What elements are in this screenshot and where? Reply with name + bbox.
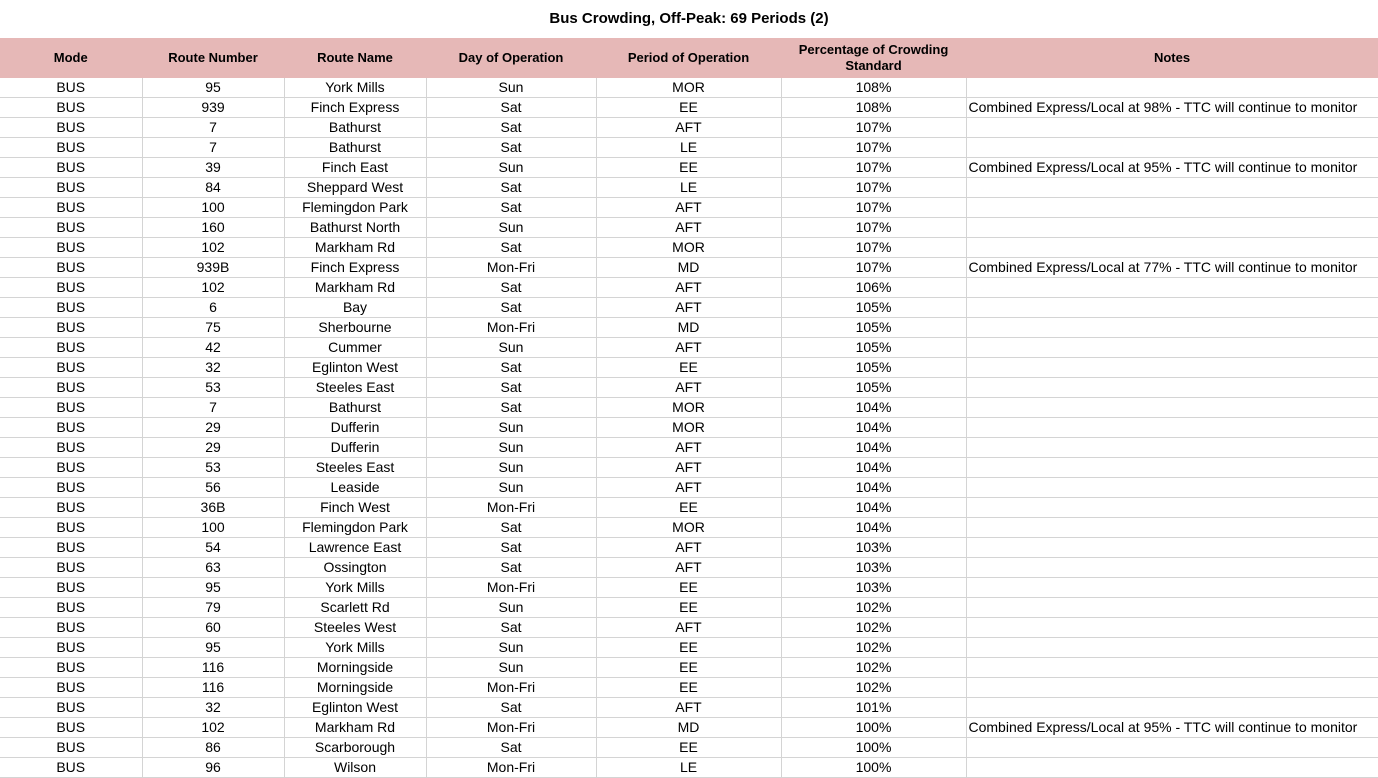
table-row [0, 658, 1378, 678]
column-header-mode[interactable]: Mode [0, 38, 142, 78]
route-name-cell[interactable]: Sherbourne [284, 318, 426, 338]
route-name-cell[interactable]: Morningside [284, 678, 426, 698]
percentage-cell[interactable]: 100% [781, 758, 966, 778]
mode-cell[interactable]: BUS [0, 238, 142, 258]
mode-cell[interactable]: BUS [0, 258, 142, 278]
mode-cell[interactable]: BUS [0, 738, 142, 758]
notes-cell[interactable] [966, 218, 1378, 238]
route-number-cell[interactable]: 56 [142, 478, 284, 498]
notes-cell[interactable] [966, 738, 1378, 758]
notes-cell[interactable] [966, 578, 1378, 598]
route-number-cell[interactable]: 42 [142, 338, 284, 358]
notes-cell[interactable] [966, 658, 1378, 678]
notes-cell[interactable] [966, 518, 1378, 538]
table-row [0, 78, 1378, 98]
route-number-cell[interactable]: 102 [142, 278, 284, 298]
percentage-cell[interactable]: 108% [781, 98, 966, 118]
table-row [0, 698, 1378, 718]
period-cell[interactable]: EE [596, 498, 781, 518]
notes-cell[interactable] [966, 198, 1378, 218]
route-number-cell[interactable]: 95 [142, 638, 284, 658]
mode-cell[interactable]: BUS [0, 478, 142, 498]
notes-cell[interactable] [966, 118, 1378, 138]
route-number-cell[interactable]: 39 [142, 158, 284, 178]
route-number-cell[interactable]: 29 [142, 438, 284, 458]
period-cell[interactable]: MOR [596, 518, 781, 538]
day-cell[interactable]: Sat [426, 278, 596, 298]
day-cell[interactable]: Sat [426, 398, 596, 418]
table-row [0, 358, 1378, 378]
table-row [0, 138, 1378, 158]
mode-cell[interactable]: BUS [0, 538, 142, 558]
route-name-cell[interactable]: Bathurst North [284, 218, 426, 238]
period-cell[interactable]: AFT [596, 338, 781, 358]
day-cell[interactable]: Sat [426, 118, 596, 138]
period-cell[interactable]: AFT [596, 558, 781, 578]
route-number-cell[interactable]: 86 [142, 738, 284, 758]
route-name-cell[interactable]: Finch East [284, 158, 426, 178]
route-number-cell[interactable]: 75 [142, 318, 284, 338]
notes-cell[interactable] [966, 598, 1378, 618]
percentage-cell[interactable]: 104% [781, 478, 966, 498]
table-row [0, 378, 1378, 398]
table-row [0, 498, 1378, 518]
period-cell[interactable]: MOR [596, 238, 781, 258]
column-header-notes[interactable]: Notes [966, 38, 1378, 78]
notes-cell[interactable] [966, 78, 1378, 98]
table-row [0, 278, 1378, 298]
route-name-cell[interactable]: Steeles East [284, 378, 426, 398]
route-number-cell[interactable]: 7 [142, 138, 284, 158]
period-cell[interactable]: LE [596, 138, 781, 158]
mode-cell[interactable]: BUS [0, 698, 142, 718]
notes-cell[interactable]: Combined Express/Local at 95% - TTC will continue to monitor [966, 158, 1378, 178]
route-name-cell[interactable]: York Mills [284, 578, 426, 598]
day-cell[interactable]: Sun [426, 78, 596, 98]
route-number-cell[interactable]: 63 [142, 558, 284, 578]
route-number-cell[interactable]: 6 [142, 298, 284, 318]
table-row [0, 478, 1378, 498]
period-cell[interactable]: MD [596, 258, 781, 278]
percentage-cell[interactable]: 100% [781, 738, 966, 758]
notes-cell[interactable] [966, 458, 1378, 478]
route-number-cell[interactable]: 939 [142, 98, 284, 118]
day-cell[interactable]: Mon-Fri [426, 718, 596, 738]
period-cell[interactable]: EE [596, 578, 781, 598]
percentage-cell[interactable]: 103% [781, 578, 966, 598]
period-cell[interactable]: MOR [596, 418, 781, 438]
table-row [0, 318, 1378, 338]
table-row [0, 558, 1378, 578]
route-number-cell[interactable]: 939B [142, 258, 284, 278]
percentage-cell[interactable]: 107% [781, 118, 966, 138]
day-cell[interactable]: Sat [426, 378, 596, 398]
period-cell[interactable]: MD [596, 318, 781, 338]
route-name-cell[interactable]: Flemingdon Park [284, 518, 426, 538]
mode-cell[interactable]: BUS [0, 138, 142, 158]
route-number-cell[interactable]: 36B [142, 498, 284, 518]
percentage-cell[interactable]: 102% [781, 658, 966, 678]
notes-cell[interactable] [966, 418, 1378, 438]
percentage-cell[interactable]: 102% [781, 598, 966, 618]
notes-cell[interactable] [966, 478, 1378, 498]
period-cell[interactable]: AFT [596, 298, 781, 318]
mode-cell[interactable]: BUS [0, 378, 142, 398]
route-name-cell[interactable]: Steeles East [284, 458, 426, 478]
header-row [0, 38, 1378, 78]
percentage-cell[interactable]: 107% [781, 258, 966, 278]
day-cell[interactable]: Sat [426, 698, 596, 718]
percentage-cell[interactable]: 107% [781, 218, 966, 238]
period-cell[interactable]: AFT [596, 478, 781, 498]
notes-cell[interactable] [966, 698, 1378, 718]
period-cell[interactable]: AFT [596, 618, 781, 638]
route-name-cell[interactable]: Dufferin [284, 418, 426, 438]
percentage-cell[interactable]: 107% [781, 198, 966, 218]
day-cell[interactable]: Sun [426, 418, 596, 438]
mode-cell[interactable]: BUS [0, 178, 142, 198]
day-cell[interactable]: Sat [426, 538, 596, 558]
percentage-cell[interactable]: 104% [781, 398, 966, 418]
percentage-cell[interactable]: 105% [781, 338, 966, 358]
route-number-cell[interactable]: 79 [142, 598, 284, 618]
day-cell[interactable]: Sun [426, 438, 596, 458]
table-row [0, 338, 1378, 358]
percentage-cell[interactable]: 104% [781, 518, 966, 538]
day-cell[interactable]: Sun [426, 158, 596, 178]
route-name-cell[interactable]: York Mills [284, 638, 426, 658]
notes-cell[interactable] [966, 358, 1378, 378]
table-row [0, 158, 1378, 178]
percentage-cell[interactable]: 104% [781, 418, 966, 438]
route-name-cell[interactable]: Dufferin [284, 438, 426, 458]
notes-cell[interactable] [966, 138, 1378, 158]
notes-cell[interactable] [966, 678, 1378, 698]
day-cell[interactable]: Sat [426, 98, 596, 118]
route-number-cell[interactable]: 60 [142, 618, 284, 638]
percentage-cell[interactable]: 105% [781, 378, 966, 398]
table-row [0, 458, 1378, 478]
period-cell[interactable]: EE [596, 598, 781, 618]
table-row [0, 758, 1378, 778]
route-number-cell[interactable]: 116 [142, 658, 284, 678]
mode-cell[interactable]: BUS [0, 158, 142, 178]
mode-cell[interactable]: BUS [0, 578, 142, 598]
day-cell[interactable]: Sat [426, 738, 596, 758]
day-cell[interactable]: Mon-Fri [426, 318, 596, 338]
route-name-cell[interactable]: Wilson [284, 758, 426, 778]
table-row [0, 118, 1378, 138]
period-cell[interactable]: MOR [596, 78, 781, 98]
route-name-cell[interactable]: Finch Express [284, 98, 426, 118]
route-number-cell[interactable]: 96 [142, 758, 284, 778]
column-header-percentage-of-crowding-standard[interactable]: Percentage of Crowding Standard [781, 38, 966, 78]
route-name-cell[interactable]: Steeles West [284, 618, 426, 638]
route-name-cell[interactable]: Cummer [284, 338, 426, 358]
period-cell[interactable]: AFT [596, 218, 781, 238]
day-cell[interactable]: Sun [426, 478, 596, 498]
day-cell[interactable]: Sat [426, 358, 596, 378]
mode-cell[interactable]: BUS [0, 118, 142, 138]
table-row [0, 218, 1378, 238]
period-cell[interactable]: AFT [596, 438, 781, 458]
table-row [0, 178, 1378, 198]
route-number-cell[interactable]: 100 [142, 518, 284, 538]
route-name-cell[interactable]: Markham Rd [284, 718, 426, 738]
day-cell[interactable]: Mon-Fri [426, 758, 596, 778]
notes-cell[interactable] [966, 618, 1378, 638]
route-name-cell[interactable]: Finch Express [284, 258, 426, 278]
mode-cell[interactable]: BUS [0, 358, 142, 378]
notes-cell[interactable]: Combined Express/Local at 98% - TTC will continue to monitor [966, 98, 1378, 118]
mode-cell[interactable]: BUS [0, 638, 142, 658]
notes-cell[interactable] [966, 558, 1378, 578]
route-number-cell[interactable]: 84 [142, 178, 284, 198]
table-row [0, 418, 1378, 438]
notes-cell[interactable] [966, 398, 1378, 418]
mode-cell[interactable]: BUS [0, 518, 142, 538]
percentage-cell[interactable]: 106% [781, 278, 966, 298]
period-cell[interactable]: AFT [596, 538, 781, 558]
mode-cell[interactable]: BUS [0, 418, 142, 438]
table-row [0, 258, 1378, 278]
period-cell[interactable]: AFT [596, 198, 781, 218]
day-cell[interactable]: Sun [426, 218, 596, 238]
mode-cell[interactable]: BUS [0, 678, 142, 698]
period-cell[interactable]: EE [596, 638, 781, 658]
day-cell[interactable]: Sat [426, 558, 596, 578]
notes-cell[interactable]: Combined Express/Local at 77% - TTC will continue to monitor [966, 258, 1378, 278]
table-row [0, 638, 1378, 658]
notes-cell[interactable] [966, 538, 1378, 558]
mode-cell[interactable]: BUS [0, 658, 142, 678]
route-number-cell[interactable]: 95 [142, 78, 284, 98]
route-name-cell[interactable]: Bathurst [284, 118, 426, 138]
mode-cell[interactable]: BUS [0, 278, 142, 298]
period-cell[interactable]: MD [596, 718, 781, 738]
notes-cell[interactable] [966, 318, 1378, 338]
notes-cell[interactable] [966, 278, 1378, 298]
route-name-cell[interactable]: Bay [284, 298, 426, 318]
period-cell[interactable]: LE [596, 178, 781, 198]
percentage-cell[interactable]: 105% [781, 298, 966, 318]
day-cell[interactable]: Mon-Fri [426, 678, 596, 698]
mode-cell[interactable]: BUS [0, 458, 142, 478]
route-name-cell[interactable]: Scarlett Rd [284, 598, 426, 618]
route-number-cell[interactable]: 53 [142, 458, 284, 478]
table-row [0, 438, 1378, 458]
notes-cell[interactable] [966, 178, 1378, 198]
table-row [0, 718, 1378, 738]
period-cell[interactable]: EE [596, 158, 781, 178]
table-row [0, 598, 1378, 618]
mode-cell[interactable]: BUS [0, 758, 142, 778]
day-cell[interactable]: Sun [426, 458, 596, 478]
period-cell[interactable]: AFT [596, 698, 781, 718]
percentage-cell[interactable]: 105% [781, 358, 966, 378]
day-cell[interactable]: Sat [426, 518, 596, 538]
period-cell[interactable]: EE [596, 658, 781, 678]
percentage-cell[interactable]: 104% [781, 458, 966, 478]
notes-cell[interactable] [966, 298, 1378, 318]
percentage-cell[interactable]: 103% [781, 538, 966, 558]
percentage-cell[interactable]: 108% [781, 78, 966, 98]
percentage-cell[interactable]: 102% [781, 638, 966, 658]
day-cell[interactable]: Sun [426, 658, 596, 678]
period-cell[interactable]: MOR [596, 398, 781, 418]
day-cell[interactable]: Sat [426, 238, 596, 258]
percentage-cell[interactable]: 105% [781, 318, 966, 338]
day-cell[interactable]: Sat [426, 138, 596, 158]
day-cell[interactable]: Sat [426, 198, 596, 218]
route-name-cell[interactable]: Flemingdon Park [284, 198, 426, 218]
route-name-cell[interactable]: York Mills [284, 78, 426, 98]
route-name-cell[interactable]: Eglinton West [284, 358, 426, 378]
period-cell[interactable]: AFT [596, 458, 781, 478]
mode-cell[interactable]: BUS [0, 618, 142, 638]
notes-cell[interactable] [966, 338, 1378, 358]
percentage-cell[interactable]: 107% [781, 178, 966, 198]
crowding-table [0, 38, 1378, 778]
notes-cell[interactable] [966, 378, 1378, 398]
mode-cell[interactable]: BUS [0, 398, 142, 418]
period-cell[interactable]: LE [596, 758, 781, 778]
notes-cell[interactable] [966, 498, 1378, 518]
day-cell[interactable]: Sat [426, 618, 596, 638]
route-name-cell[interactable]: Scarborough [284, 738, 426, 758]
percentage-cell[interactable]: 104% [781, 438, 966, 458]
day-cell[interactable]: Sat [426, 298, 596, 318]
percentage-cell[interactable]: 104% [781, 498, 966, 518]
mode-cell[interactable]: BUS [0, 598, 142, 618]
column-header-period-of-operation[interactable]: Period of Operation [596, 38, 781, 78]
mode-cell[interactable]: BUS [0, 438, 142, 458]
route-name-cell[interactable]: Markham Rd [284, 238, 426, 258]
period-cell[interactable]: EE [596, 738, 781, 758]
route-name-cell[interactable]: Leaside [284, 478, 426, 498]
table-row [0, 538, 1378, 558]
sheet-title: Bus Crowding, Off-Peak: 69 Periods (2) [549, 10, 829, 27]
percentage-cell[interactable]: 107% [781, 238, 966, 258]
day-cell[interactable]: Mon-Fri [426, 258, 596, 278]
column-header-route-number[interactable]: Route Number [142, 38, 284, 78]
table-row [0, 238, 1378, 258]
table-row [0, 198, 1378, 218]
day-cell[interactable]: Sat [426, 178, 596, 198]
notes-cell[interactable] [966, 758, 1378, 778]
day-cell[interactable]: Sun [426, 638, 596, 658]
route-number-cell[interactable]: 95 [142, 578, 284, 598]
period-cell[interactable]: EE [596, 678, 781, 698]
route-number-cell[interactable]: 54 [142, 538, 284, 558]
route-number-cell[interactable]: 116 [142, 678, 284, 698]
column-header-route-name[interactable]: Route Name [284, 38, 426, 78]
period-cell[interactable]: EE [596, 98, 781, 118]
mode-cell[interactable]: BUS [0, 718, 142, 738]
table-row [0, 738, 1378, 758]
mode-cell[interactable]: BUS [0, 498, 142, 518]
route-name-cell[interactable]: Lawrence East [284, 538, 426, 558]
route-number-cell[interactable]: 32 [142, 358, 284, 378]
table-row [0, 298, 1378, 318]
mode-cell[interactable]: BUS [0, 298, 142, 318]
route-number-cell[interactable]: 160 [142, 218, 284, 238]
route-number-cell[interactable]: 102 [142, 718, 284, 738]
mode-cell[interactable]: BUS [0, 198, 142, 218]
route-name-cell[interactable]: Ossington [284, 558, 426, 578]
table-row [0, 578, 1378, 598]
route-number-cell[interactable]: 29 [142, 418, 284, 438]
route-number-cell[interactable]: 102 [142, 238, 284, 258]
period-cell[interactable]: AFT [596, 118, 781, 138]
notes-cell[interactable] [966, 438, 1378, 458]
route-name-cell[interactable]: Eglinton West [284, 698, 426, 718]
mode-cell[interactable]: BUS [0, 78, 142, 98]
mode-cell[interactable]: BUS [0, 318, 142, 338]
notes-cell[interactable]: Combined Express/Local at 95% - TTC will continue to monitor [966, 718, 1378, 738]
table-row [0, 678, 1378, 698]
day-cell[interactable]: Mon-Fri [426, 498, 596, 518]
notes-cell[interactable] [966, 238, 1378, 258]
route-number-cell[interactable]: 7 [142, 398, 284, 418]
percentage-cell[interactable]: 103% [781, 558, 966, 578]
mode-cell[interactable]: BUS [0, 558, 142, 578]
day-cell[interactable]: Sun [426, 598, 596, 618]
route-number-cell[interactable]: 7 [142, 118, 284, 138]
mode-cell[interactable]: BUS [0, 98, 142, 118]
table-row [0, 398, 1378, 418]
period-cell[interactable]: AFT [596, 378, 781, 398]
route-name-cell[interactable]: Sheppard West [284, 178, 426, 198]
table-row [0, 518, 1378, 538]
period-cell[interactable]: EE [596, 358, 781, 378]
route-name-cell[interactable]: Markham Rd [284, 278, 426, 298]
table-row [0, 618, 1378, 638]
day-cell[interactable]: Mon-Fri [426, 578, 596, 598]
period-cell[interactable]: AFT [596, 278, 781, 298]
mode-cell[interactable]: BUS [0, 218, 142, 238]
percentage-cell[interactable]: 101% [781, 698, 966, 718]
day-cell[interactable]: Sun [426, 338, 596, 358]
route-number-cell[interactable]: 53 [142, 378, 284, 398]
route-number-cell[interactable]: 32 [142, 698, 284, 718]
mode-cell[interactable]: BUS [0, 338, 142, 358]
percentage-cell[interactable]: 102% [781, 678, 966, 698]
column-header-day-of-operation[interactable]: Day of Operation [426, 38, 596, 78]
route-name-cell[interactable]: Morningside [284, 658, 426, 678]
route-name-cell[interactable]: Bathurst [284, 138, 426, 158]
route-name-cell[interactable]: Finch West [284, 498, 426, 518]
route-name-cell[interactable]: Bathurst [284, 398, 426, 418]
table-row [0, 98, 1378, 118]
percentage-cell[interactable]: 107% [781, 158, 966, 178]
notes-cell[interactable] [966, 638, 1378, 658]
percentage-cell[interactable]: 100% [781, 718, 966, 738]
route-number-cell[interactable]: 100 [142, 198, 284, 218]
percentage-cell[interactable]: 107% [781, 138, 966, 158]
percentage-cell[interactable]: 102% [781, 618, 966, 638]
